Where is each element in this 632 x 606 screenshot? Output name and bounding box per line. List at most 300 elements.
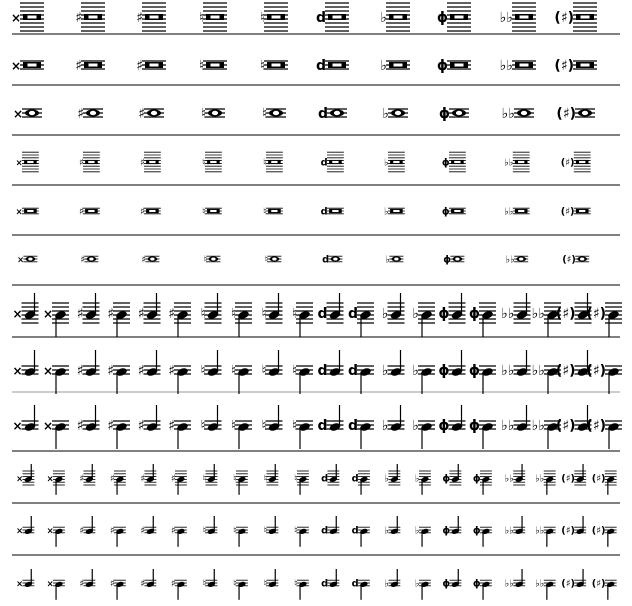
notehead-hollow bbox=[28, 16, 37, 19]
note-natural-arrow bbox=[200, 293, 221, 323]
flat-slashed-accidental-icon: ɸ bbox=[438, 306, 450, 322]
note-sharp bbox=[110, 471, 126, 495]
notehead-hollow bbox=[393, 161, 399, 163]
flat-slashed-accidental-icon: ɸ bbox=[443, 254, 452, 266]
row-6 bbox=[12, 255, 620, 286]
parenthesized-sharp-accidental-icon: (♯) bbox=[555, 306, 576, 322]
note-flat-slashed bbox=[437, 3, 471, 31]
double-flat-accidental-icon: ♭♭ bbox=[531, 306, 545, 322]
sharp-slashed-accidental-icon: ♯ bbox=[136, 10, 143, 26]
note-natural bbox=[264, 464, 279, 485]
double-flat-accidental-icon: ♭♭ bbox=[501, 363, 515, 379]
notehead-hollow bbox=[90, 111, 96, 115]
note-sharp-slashed bbox=[168, 303, 191, 337]
notehead-hollow bbox=[273, 111, 279, 115]
double-flat-accidental-icon: ♭♭ bbox=[535, 473, 545, 485]
flat-accidental-icon: ♭ bbox=[384, 525, 390, 537]
note-double-sharp bbox=[11, 3, 44, 31]
flat-slashed-accidental-icon: ɸ bbox=[472, 473, 481, 485]
reversed-flat-accidental-icon: d bbox=[315, 10, 326, 26]
notehead-hollow bbox=[520, 64, 529, 67]
reversed-flat-accidental-icon: d bbox=[347, 418, 358, 434]
note-parenthesized-sharp bbox=[561, 516, 586, 537]
flat-accidental-icon: ♭ bbox=[412, 363, 419, 379]
note-natural bbox=[261, 350, 282, 379]
double-sharp-accidental-icon: × bbox=[16, 525, 24, 536]
note-flat bbox=[384, 207, 405, 218]
note-sharp-slashed bbox=[138, 405, 161, 434]
note-parenthesized-sharp bbox=[592, 579, 617, 600]
notehead-hollow bbox=[271, 210, 277, 212]
note-reversed-flat bbox=[348, 303, 374, 337]
reversed-flat-accidental-icon: d bbox=[321, 578, 329, 590]
note-sharp bbox=[107, 303, 130, 337]
sharp-slashed-accidental-icon: ♯ bbox=[140, 473, 146, 485]
note-natural bbox=[262, 106, 286, 122]
reversed-flat-accidental-icon: d bbox=[317, 106, 328, 122]
flat-accidental-icon: ♭ bbox=[412, 418, 419, 434]
natural-arrow-accidental-icon: ♮ bbox=[200, 106, 206, 122]
parenthesized-sharp-accidental-icon: (♯) bbox=[555, 363, 576, 379]
note-natural bbox=[261, 405, 282, 434]
note-parenthesized-sharp bbox=[586, 303, 622, 337]
row-2 bbox=[11, 58, 620, 85]
note-sharp bbox=[79, 516, 95, 537]
note-flat-slashed bbox=[442, 207, 466, 218]
double-sharp-accidental-icon: × bbox=[46, 578, 54, 589]
note-double-sharp bbox=[16, 464, 34, 485]
natural-arrow-accidental-icon: ♮ bbox=[198, 10, 204, 26]
parenthesized-sharp-accidental-icon: (♯) bbox=[561, 525, 575, 537]
sharp-accidental-icon: ♯ bbox=[79, 578, 85, 590]
notehead-hollow bbox=[89, 64, 98, 67]
note-parenthesized-sharp bbox=[561, 152, 591, 172]
note-parenthesized-sharp bbox=[561, 464, 586, 485]
note-double-flat bbox=[500, 3, 536, 31]
natural-accidental-icon: ♮ bbox=[261, 306, 267, 322]
note-natural-arrow bbox=[202, 207, 222, 218]
note-flat-slashed bbox=[438, 293, 465, 323]
flat-slashed-accidental-icon: ɸ bbox=[438, 106, 450, 122]
parenthesized-sharp-accidental-icon: (♯) bbox=[554, 58, 574, 74]
flat-accidental-icon: ♭ bbox=[384, 473, 390, 485]
note-flat bbox=[382, 293, 405, 323]
note-sharp bbox=[77, 350, 100, 379]
note-parenthesized-sharp bbox=[554, 3, 597, 31]
note-natural bbox=[294, 579, 309, 600]
parenthesized-sharp-accidental-icon: (♯) bbox=[560, 157, 575, 169]
note-parenthesized-sharp bbox=[586, 418, 622, 449]
flat-accidental-icon: ♭ bbox=[412, 306, 419, 322]
sharp-slashed-accidental-icon: ♯ bbox=[170, 525, 176, 537]
double-flat-accidental-icon: ♭♭ bbox=[499, 10, 513, 26]
note-double-sharp bbox=[12, 350, 38, 378]
note-sharp-slashed bbox=[140, 516, 156, 537]
note-parenthesized-sharp bbox=[556, 106, 595, 122]
natural-accidental-icon: ♮ bbox=[263, 578, 268, 590]
reversed-flat-accidental-icon: d bbox=[351, 473, 359, 485]
note-flat-slashed bbox=[473, 526, 492, 547]
flat-slashed-accidental-icon: ɸ bbox=[442, 578, 451, 590]
flat-accidental-icon: ♭ bbox=[380, 58, 387, 74]
notehead-hollow bbox=[455, 16, 464, 19]
flat-slashed-accidental-icon: ɸ bbox=[472, 578, 481, 590]
row-7 bbox=[12, 293, 622, 337]
note-reversed-flat bbox=[321, 207, 344, 218]
note-natural-arrow bbox=[202, 152, 222, 172]
flat-accidental-icon: ♭ bbox=[381, 363, 389, 379]
reversed-flat-accidental-icon: d bbox=[317, 363, 328, 379]
note-sharp bbox=[110, 526, 126, 547]
note-sharp bbox=[110, 579, 126, 600]
note-double-sharp bbox=[11, 59, 44, 73]
double-sharp-accidental-icon: × bbox=[42, 364, 53, 378]
flat-slashed-accidental-icon: ɸ bbox=[468, 306, 480, 322]
parenthesized-sharp-accidental-icon: (♯) bbox=[562, 254, 576, 266]
note-sharp bbox=[77, 405, 100, 434]
note-reversed-flat bbox=[321, 569, 339, 590]
double-sharp-accidental-icon: × bbox=[46, 473, 54, 484]
natural-accidental-icon: ♮ bbox=[294, 578, 298, 590]
note-double-sharp bbox=[12, 405, 38, 433]
sharp-slashed-accidental-icon: ♯ bbox=[137, 306, 145, 322]
row-1 bbox=[11, 3, 620, 34]
double-flat-accidental-icon: ♭♭ bbox=[531, 363, 545, 379]
flat-slashed-accidental-icon: ɸ bbox=[442, 473, 451, 485]
row-11 bbox=[12, 516, 620, 555]
note-parenthesized-sharp bbox=[554, 58, 597, 74]
sharp-accidental-icon: ♯ bbox=[109, 525, 115, 537]
note-sharp-slashed bbox=[136, 58, 166, 74]
notehead-hollow bbox=[149, 161, 155, 163]
note-sharp-slashed bbox=[171, 471, 187, 495]
note-double-flat bbox=[501, 405, 530, 434]
parenthesized-sharp-accidental-icon: (♯) bbox=[591, 473, 606, 485]
notehead-hollow bbox=[29, 111, 35, 115]
double-sharp-accidental-icon: × bbox=[16, 473, 24, 484]
note-flat bbox=[385, 464, 401, 485]
note-natural bbox=[263, 152, 283, 172]
parenthesized-sharp-accidental-icon: (♯) bbox=[586, 363, 606, 379]
natural-arrow-accidental-icon: ♮ bbox=[202, 206, 206, 218]
note-flat-slashed bbox=[442, 464, 461, 485]
note-double-flat bbox=[504, 152, 529, 172]
notehead-hollow bbox=[579, 210, 585, 212]
row-10 bbox=[12, 464, 620, 503]
notehead-hollow bbox=[150, 16, 159, 19]
notehead-hollow bbox=[272, 64, 281, 67]
double-sharp-accidental-icon: × bbox=[12, 107, 23, 121]
note-double-sharp bbox=[16, 207, 39, 217]
note-reversed-flat bbox=[318, 106, 347, 122]
sharp-accidental-icon: ♯ bbox=[79, 473, 85, 485]
row-9 bbox=[12, 405, 622, 451]
note-sharp-slashed bbox=[171, 526, 187, 547]
note-flat bbox=[385, 255, 403, 266]
note-natural-arrow bbox=[204, 255, 221, 266]
notehead-hollow bbox=[455, 257, 459, 260]
note-sharp bbox=[79, 464, 95, 485]
notehead-hollow bbox=[212, 111, 218, 115]
notehead-hollow bbox=[88, 210, 94, 212]
note-natural-arrow bbox=[203, 516, 218, 537]
note-sharp-slashed bbox=[141, 255, 159, 266]
flat-slashed-accidental-icon: ɸ bbox=[468, 418, 480, 434]
flat-slashed-accidental-icon: ɸ bbox=[472, 525, 481, 537]
notehead-hollow bbox=[518, 161, 524, 163]
notehead-hollow bbox=[333, 64, 342, 67]
double-sharp-accidental-icon: × bbox=[46, 525, 54, 536]
note-flat bbox=[415, 471, 431, 495]
note-flat bbox=[380, 3, 410, 31]
note-natural-arrow bbox=[199, 58, 227, 74]
note-double-flat bbox=[504, 207, 529, 218]
flat-slashed-accidental-icon: ɸ bbox=[442, 525, 451, 537]
note-natural bbox=[265, 255, 282, 266]
parenthesized-sharp-accidental-icon: (♯) bbox=[556, 106, 576, 122]
note-reversed-flat bbox=[316, 58, 349, 74]
double-flat-accidental-icon: ♭♭ bbox=[504, 157, 514, 169]
parenthesized-sharp-accidental-icon: (♯) bbox=[560, 206, 575, 218]
note-sharp-slashed bbox=[138, 106, 164, 122]
notehead-hollow bbox=[393, 210, 399, 212]
note-flat bbox=[380, 58, 410, 74]
parenthesized-sharp-accidental-icon: (♯) bbox=[561, 578, 575, 590]
double-sharp-accidental-icon: × bbox=[12, 307, 23, 321]
natural-arrow-accidental-icon: ♮ bbox=[233, 525, 237, 537]
reversed-flat-accidental-icon: d bbox=[321, 473, 329, 485]
note-flat-slashed bbox=[439, 106, 469, 122]
note-reversed-flat bbox=[317, 293, 343, 323]
row-12 bbox=[16, 569, 617, 600]
note-double-flat bbox=[506, 255, 529, 266]
note-reversed-flat bbox=[321, 516, 339, 537]
note-sharp-slashed bbox=[140, 569, 156, 590]
note-double-flat bbox=[501, 293, 530, 323]
note-sharp bbox=[79, 207, 100, 218]
sharp-accidental-icon: ♯ bbox=[76, 363, 84, 379]
note-flat bbox=[384, 152, 405, 172]
note-double-sharp bbox=[47, 579, 65, 600]
sharp-accidental-icon: ♯ bbox=[79, 525, 85, 537]
double-flat-accidental-icon: ♭♭ bbox=[535, 525, 545, 537]
note-flat-slashed bbox=[437, 58, 471, 74]
natural-arrow-accidental-icon: ♮ bbox=[233, 473, 237, 485]
sharp-accidental-icon: ♯ bbox=[109, 578, 115, 590]
note-natural-arrow bbox=[203, 464, 218, 485]
note-reversed-flat bbox=[352, 579, 370, 600]
natural-arrow-accidental-icon: ♮ bbox=[203, 254, 208, 266]
sharp-accidental-icon: ♯ bbox=[78, 206, 84, 218]
sharp-slashed-accidental-icon: ♯ bbox=[141, 254, 147, 266]
note-natural bbox=[264, 569, 279, 590]
sharp-slashed-accidental-icon: ♯ bbox=[137, 418, 145, 434]
sharp-slashed-accidental-icon: ♯ bbox=[140, 578, 146, 590]
sharp-slashed-accidental-icon: ♯ bbox=[137, 363, 145, 379]
double-sharp-accidental-icon: × bbox=[15, 157, 23, 168]
row-4 bbox=[12, 152, 620, 185]
note-reversed-flat bbox=[321, 152, 344, 172]
note-parenthesized-sharp bbox=[586, 363, 622, 394]
flat-accidental-icon: ♭ bbox=[385, 254, 391, 266]
notehead-hollow bbox=[89, 257, 93, 260]
row-3 bbox=[12, 106, 620, 135]
note-reversed-flat bbox=[317, 350, 343, 379]
reversed-flat-accidental-icon: d bbox=[321, 525, 329, 537]
sharp-accidental-icon: ♯ bbox=[109, 473, 115, 485]
note-flat-slashed bbox=[469, 363, 496, 394]
notehead-hollow bbox=[455, 64, 464, 67]
note-parenthesized-sharp bbox=[592, 471, 617, 495]
note-reversed-flat bbox=[352, 471, 370, 495]
note-sharp-slashed bbox=[168, 418, 191, 449]
reversed-flat-accidental-icon: d bbox=[320, 157, 328, 169]
note-natural bbox=[294, 526, 309, 547]
note-flat bbox=[382, 405, 405, 434]
note-reversed-flat bbox=[348, 418, 374, 449]
double-flat-accidental-icon: ♭♭ bbox=[531, 418, 545, 434]
note-natural-arrow bbox=[201, 106, 225, 122]
note-double-sharp bbox=[43, 303, 69, 337]
note-sharp-slashed bbox=[136, 3, 166, 31]
note-reversed-flat bbox=[317, 405, 343, 434]
notehead-hollow bbox=[394, 16, 403, 19]
note-natural bbox=[264, 516, 279, 537]
sharp-slashed-accidental-icon: ♯ bbox=[168, 306, 175, 322]
note-sharp bbox=[77, 293, 100, 323]
note-natural bbox=[263, 207, 283, 218]
notehead-hollow bbox=[395, 111, 401, 115]
note-parenthesized-sharp bbox=[561, 569, 586, 590]
natural-accidental-icon: ♮ bbox=[263, 525, 268, 537]
notehead-hollow bbox=[582, 111, 588, 115]
double-sharp-accidental-icon: × bbox=[42, 419, 53, 433]
notehead-hollow bbox=[210, 161, 216, 163]
note-natural-arrow bbox=[200, 350, 221, 379]
natural-accidental-icon: ♮ bbox=[294, 525, 298, 537]
sharp-accidental-icon: ♯ bbox=[107, 306, 114, 322]
notehead-hollow bbox=[454, 161, 460, 163]
sharp-accidental-icon: ♯ bbox=[80, 254, 86, 266]
note-natural bbox=[292, 303, 313, 337]
note-double-flat bbox=[505, 464, 525, 485]
note-sharp-slashed bbox=[171, 579, 187, 600]
note-flat bbox=[412, 363, 435, 394]
notehead-hollow bbox=[333, 16, 342, 19]
sharp-slashed-accidental-icon: ♯ bbox=[139, 206, 145, 218]
natural-arrow-accidental-icon: ♮ bbox=[200, 363, 206, 379]
flat-accidental-icon: ♭ bbox=[384, 578, 390, 590]
note-double-flat bbox=[535, 579, 555, 600]
sharp-accidental-icon: ♯ bbox=[78, 157, 84, 169]
note-double-sharp bbox=[12, 293, 38, 323]
double-flat-accidental-icon: ♭♭ bbox=[504, 578, 514, 590]
note-reversed-flat bbox=[316, 3, 349, 31]
reversed-flat-accidental-icon: d bbox=[315, 58, 326, 74]
note-sharp-slashed bbox=[140, 464, 156, 485]
parenthesized-sharp-accidental-icon: (♯) bbox=[591, 578, 606, 590]
sharp-slashed-accidental-icon: ♯ bbox=[168, 418, 175, 434]
natural-arrow-accidental-icon: ♮ bbox=[202, 473, 207, 485]
notehead-hollow bbox=[394, 64, 403, 67]
double-sharp-accidental-icon: × bbox=[12, 364, 23, 378]
double-sharp-accidental-icon: × bbox=[10, 59, 21, 73]
flat-slashed-accidental-icon: ɸ bbox=[436, 10, 448, 26]
double-sharp-accidental-icon: × bbox=[10, 11, 21, 25]
note-flat-slashed bbox=[438, 350, 465, 379]
note-natural-arrow bbox=[231, 418, 252, 449]
flat-slashed-accidental-icon: ɸ bbox=[438, 363, 450, 379]
note-flat-slashed bbox=[442, 569, 461, 590]
flat-slashed-accidental-icon: ɸ bbox=[436, 58, 448, 74]
note-reversed-flat bbox=[322, 255, 342, 266]
sharp-slashed-accidental-icon: ♯ bbox=[136, 58, 143, 74]
note-double-flat bbox=[505, 569, 525, 590]
flat-accidental-icon: ♭ bbox=[381, 418, 389, 434]
note-sharp-slashed bbox=[138, 293, 161, 323]
reversed-flat-accidental-icon: d bbox=[347, 306, 358, 322]
sharp-accidental-icon: ♯ bbox=[107, 363, 114, 379]
notehead-hollow bbox=[28, 64, 37, 67]
sharp-slashed-accidental-icon: ♯ bbox=[170, 473, 176, 485]
note-natural bbox=[294, 471, 309, 495]
natural-accidental-icon: ♮ bbox=[291, 418, 297, 434]
note-flat-slashed bbox=[473, 471, 492, 495]
notehead-hollow bbox=[333, 257, 337, 260]
sharp-accidental-icon: ♯ bbox=[75, 58, 82, 74]
notehead-hollow bbox=[211, 16, 220, 19]
sharp-slashed-accidental-icon: ♯ bbox=[138, 106, 145, 122]
note-flat bbox=[415, 579, 431, 600]
natural-arrow-accidental-icon: ♮ bbox=[202, 157, 206, 169]
natural-arrow-accidental-icon: ♮ bbox=[230, 306, 236, 322]
note-sharp bbox=[75, 3, 105, 31]
note-sharp bbox=[79, 152, 100, 172]
note-flat bbox=[412, 303, 435, 337]
natural-accidental-icon: ♮ bbox=[261, 418, 267, 434]
note-sharp-slashed bbox=[140, 152, 161, 172]
natural-accidental-icon: ♮ bbox=[259, 10, 265, 26]
note-natural-arrow bbox=[231, 363, 252, 394]
natural-arrow-accidental-icon: ♮ bbox=[200, 418, 206, 434]
note-natural-arrow bbox=[203, 569, 218, 590]
reversed-flat-accidental-icon: d bbox=[351, 525, 359, 537]
note-sharp bbox=[107, 363, 130, 394]
reversed-flat-accidental-icon: d bbox=[317, 418, 328, 434]
note-flat bbox=[385, 516, 401, 537]
note-flat bbox=[412, 418, 435, 449]
note-double-flat bbox=[535, 471, 555, 495]
note-flat-slashed bbox=[469, 418, 496, 449]
notehead-hollow bbox=[89, 16, 98, 19]
notehead-hollow bbox=[518, 210, 524, 212]
note-natural-arrow bbox=[233, 526, 248, 547]
parenthesized-sharp-accidental-icon: (♯) bbox=[561, 473, 575, 485]
notehead-hollow bbox=[332, 210, 338, 212]
note-double-flat bbox=[501, 350, 530, 379]
notehead-hollow bbox=[580, 257, 584, 260]
notehead-hollow bbox=[579, 161, 585, 163]
row-5 bbox=[12, 207, 620, 236]
double-flat-accidental-icon: ♭♭ bbox=[501, 106, 515, 122]
notehead-hollow bbox=[454, 210, 460, 212]
note-parenthesized-sharp bbox=[562, 255, 589, 266]
natural-accidental-icon: ♮ bbox=[294, 473, 298, 485]
natural-arrow-accidental-icon: ♮ bbox=[200, 306, 206, 322]
sharp-accidental-icon: ♯ bbox=[75, 10, 82, 26]
note-double-sharp bbox=[16, 516, 34, 536]
notehead-hollow bbox=[456, 111, 462, 115]
